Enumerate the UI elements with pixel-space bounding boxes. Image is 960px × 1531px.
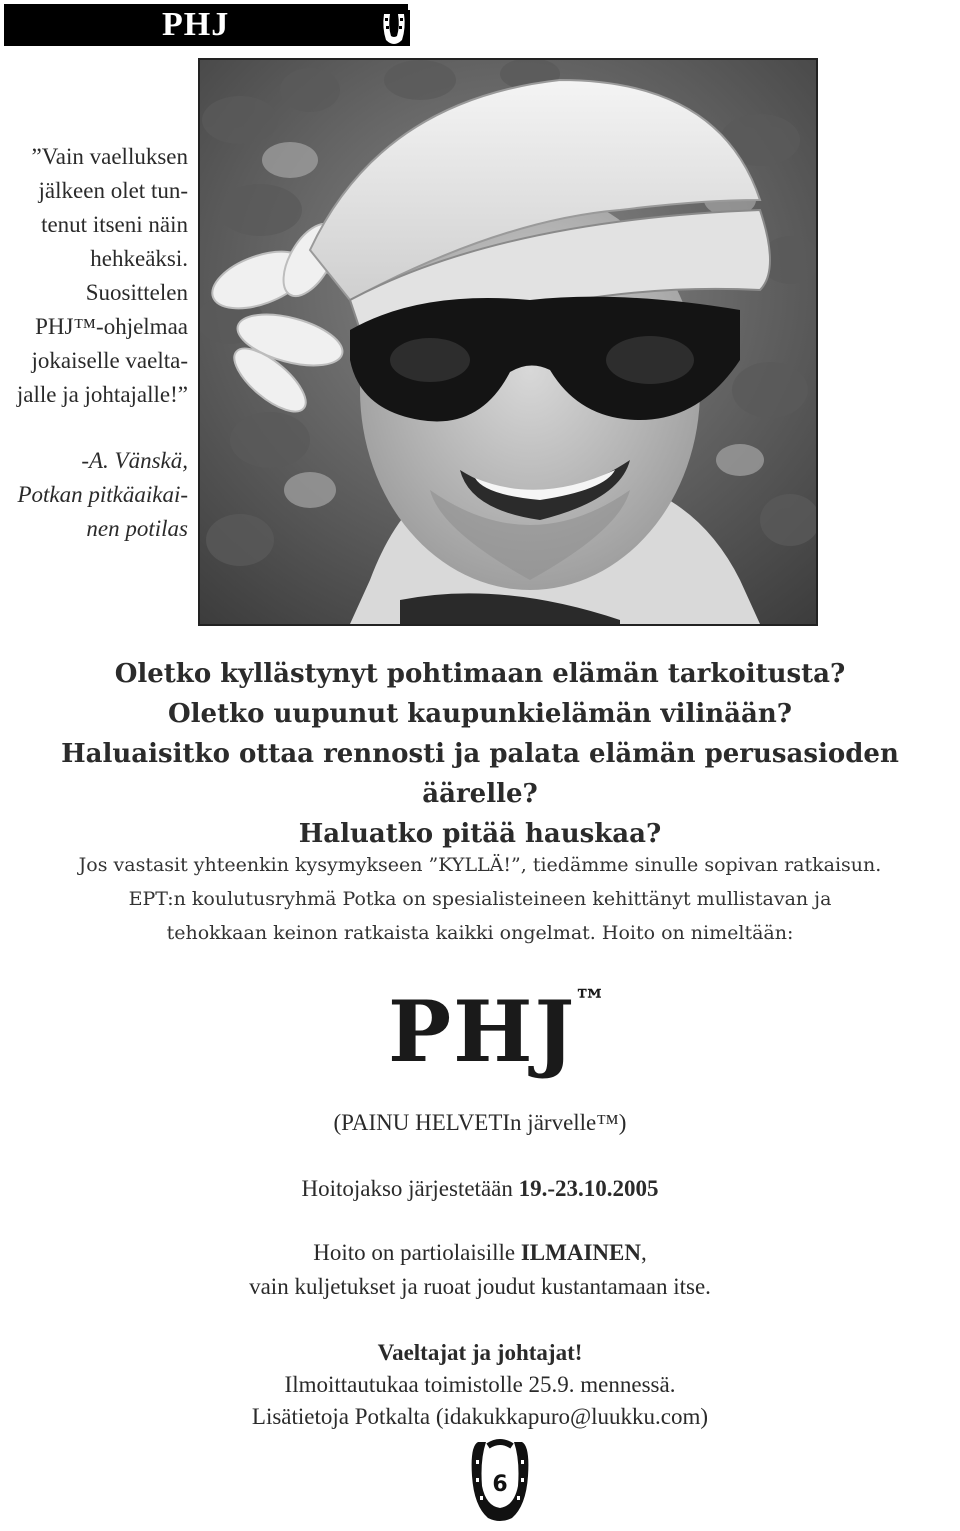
page-number-badge [468, 1436, 532, 1526]
question-line: Haluaisitko ottaa rennosti ja palata elämän perusasioden äärelle? [61, 739, 899, 809]
cta-line-1: Ilmoittautukaa toimistolle 25.9. mennessä. [284, 1372, 676, 1397]
cost-suffix: , [640, 1240, 647, 1265]
attribution-line: Potkan pitkäaikai- [17, 482, 188, 507]
intro-paragraph [40, 848, 920, 950]
quote-line: jalle ja johtajalle!” [16, 382, 188, 407]
quote-line: jälkeen olet tun- [38, 178, 188, 203]
question-line: Oletko kyllästynyt pohtimaan elämän tarkoitusta? [114, 659, 846, 689]
portrait-photo [198, 58, 818, 626]
cta-heading: Vaeltajat ja johtajat! [377, 1340, 583, 1365]
testimonial-quote [4, 140, 188, 412]
cost-line-2: vain kuljetukset ja ruoat joudut kustantamaan itse. [249, 1274, 711, 1299]
phj-logo [388, 982, 648, 1092]
logo-trademark: ™ [574, 982, 606, 1020]
logo-text: PHJ [388, 982, 577, 1081]
question-line: Oletko uupunut kaupunkielämän vilinään? [168, 699, 792, 729]
question-line: Haluatko pitää hauskaa? [298, 819, 662, 849]
header-title: PHJ [162, 6, 230, 43]
quote-line: hehkeäksi. [90, 246, 188, 271]
body-line: tehokkaan keinon ratkaista kaikki ongelmat. Hoito on nimeltään: [166, 922, 794, 944]
body-line: Jos vastasit yhteenkin kysymykseen ”KYLLÄ!”, tiedämme sinulle sopivan ratkaisun. [78, 854, 882, 876]
quote-line: PHJ™-ohjelmaa [35, 314, 188, 339]
page-number: 6 [492, 1472, 508, 1497]
cta-line-2: Lisätietoja Potkalta (idakukkapuro@luukku.com) [251, 1404, 709, 1429]
horseshoe-ornament-icon [378, 10, 410, 46]
quote-line: tenut itseni näin [41, 212, 188, 237]
quote-line: ”Vain vaelluksen [31, 144, 188, 169]
quote-line: jokaiselle vaelta- [31, 348, 188, 373]
schedule-prefix: Hoitojakso järjestetään [301, 1176, 519, 1201]
questions-block [0, 654, 960, 854]
program-subtitle: (PAINU HELVETIn järvelle™) [333, 1110, 627, 1135]
attribution-line: -A. Vänskä, [81, 448, 188, 473]
quote-attribution [4, 444, 188, 546]
portrait-illustration [200, 60, 816, 624]
body-line: EPT:n koulutusryhmä Potka on spesialisteineen kehittänyt mullistavan ja [128, 888, 832, 910]
cost-line [0, 1240, 960, 1266]
attribution-line: nen potilas [86, 516, 188, 541]
schedule-line [0, 1176, 960, 1202]
schedule-dates: 19.-23.10.2005 [518, 1176, 659, 1201]
quote-line: Suosittelen [85, 280, 188, 305]
cost-prefix: Hoito on partiolaisille [313, 1240, 521, 1265]
cost-free: ILMAINEN [520, 1240, 641, 1265]
header-bar [4, 4, 408, 46]
